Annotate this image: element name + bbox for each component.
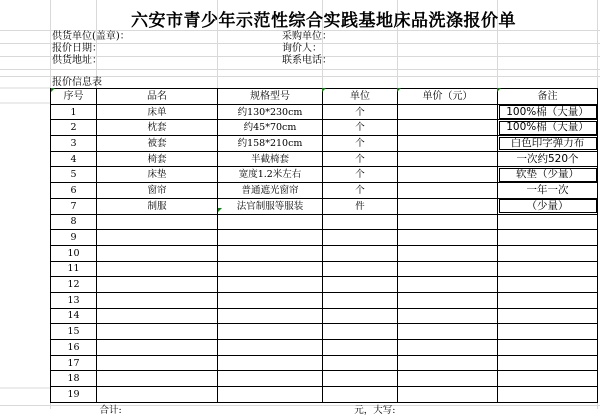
price-table: [50, 88, 598, 417]
note-cell[interactable]: [498, 387, 598, 403]
contact-phone-field[interactable]: 联系电话：: [282, 55, 332, 66]
item-name-cell[interactable]: 床单: [97, 104, 218, 120]
cell-marker-icon: [51, 88, 55, 92]
row-number-cell[interactable]: 2: [51, 120, 97, 136]
item-name-cell[interactable]: [97, 245, 218, 261]
table-row: [51, 261, 598, 277]
note-cell[interactable]: [498, 324, 598, 340]
spec-cell[interactable]: 普通遮光窗帘: [218, 183, 323, 199]
row-number-cell[interactable]: 4: [51, 151, 97, 167]
row-number-cell[interactable]: 8: [51, 214, 97, 230]
cell-marker-icon: [322, 88, 326, 92]
row-number-cell[interactable]: 10: [51, 245, 97, 261]
unit-cell[interactable]: 个: [323, 183, 398, 199]
unit-cell[interactable]: 个: [323, 167, 398, 183]
note-cell[interactable]: [498, 261, 598, 277]
spec-cell[interactable]: [218, 261, 323, 277]
item-name-cell[interactable]: 椅套: [97, 151, 218, 167]
spec-cell[interactable]: [218, 214, 323, 230]
unit-price-cell[interactable]: [398, 214, 498, 230]
table-row: [51, 292, 598, 308]
unit-cell[interactable]: [323, 308, 398, 324]
table-row: [51, 340, 598, 356]
note-cell[interactable]: 100%棉（大量）: [498, 104, 598, 120]
unit-price-cell[interactable]: [398, 387, 498, 403]
unit-cell[interactable]: [323, 292, 398, 308]
spec-cell[interactable]: [218, 355, 323, 371]
unit-price-cell[interactable]: [398, 324, 498, 340]
table-row: [51, 308, 598, 324]
item-name-cell[interactable]: [97, 324, 218, 340]
note-cell[interactable]: [498, 340, 598, 356]
note-cell[interactable]: 一次约520个: [498, 151, 598, 167]
column-header-unit: 单位: [323, 89, 398, 105]
inquirer-field[interactable]: 询价人：: [282, 43, 322, 54]
note-cell[interactable]: 100%棉（大量）: [498, 120, 598, 136]
table-row: [51, 120, 598, 136]
item-name-cell[interactable]: [97, 230, 218, 246]
item-name-cell[interactable]: 窗帘: [97, 183, 218, 199]
cell-marker-icon: [397, 88, 401, 92]
unit-price-cell[interactable]: [398, 277, 498, 293]
unit-cell[interactable]: [323, 245, 398, 261]
section-label: 报价信息表: [52, 77, 102, 88]
row-number-cell[interactable]: 15: [51, 324, 97, 340]
spec-cell[interactable]: [218, 245, 323, 261]
item-name-cell[interactable]: 床垫: [97, 167, 218, 183]
table-row: [51, 214, 598, 230]
item-name-cell[interactable]: [97, 214, 218, 230]
unit-price-cell[interactable]: [398, 120, 498, 136]
unit-cell[interactable]: 个: [323, 104, 398, 120]
note-cell[interactable]: （少量）: [498, 198, 598, 214]
spec-cell[interactable]: [218, 371, 323, 387]
unit-price-cell[interactable]: [398, 167, 498, 183]
table-row: [51, 277, 598, 293]
note-cell[interactable]: [498, 371, 598, 387]
row-number-cell[interactable]: 11: [51, 261, 97, 277]
note-cell[interactable]: [498, 214, 598, 230]
row-number-cell[interactable]: 12: [51, 277, 97, 293]
table-footer-row: [51, 402, 598, 417]
table-row: [51, 104, 598, 120]
spec-cell[interactable]: [218, 230, 323, 246]
row-number-cell[interactable]: 1: [51, 104, 97, 120]
spec-cell[interactable]: [218, 292, 323, 308]
unit-price-cell[interactable]: [398, 104, 498, 120]
spec-cell[interactable]: [218, 324, 323, 340]
note-cell[interactable]: [498, 230, 598, 246]
unit-price-cell[interactable]: [398, 355, 498, 371]
table-row: [51, 387, 598, 403]
unit-cell[interactable]: [323, 340, 398, 356]
table-row: [51, 183, 598, 199]
unit-price-cell[interactable]: [398, 261, 498, 277]
spec-cell[interactable]: [218, 277, 323, 293]
note-cell[interactable]: [498, 245, 598, 261]
table-row: [51, 230, 598, 246]
unit-cell[interactable]: [323, 371, 398, 387]
cell-marker-icon: [218, 208, 222, 212]
unit-cell[interactable]: 个: [323, 120, 398, 136]
item-name-cell[interactable]: 被套: [97, 136, 218, 152]
spec-cell[interactable]: 约45*70cm: [218, 120, 323, 136]
row-number-cell[interactable]: 19: [51, 387, 97, 403]
unit-price-cell[interactable]: [398, 198, 498, 214]
unit-price-cell[interactable]: [398, 230, 498, 246]
purchaser-field[interactable]: 采购单位：: [282, 31, 332, 42]
spec-cell[interactable]: [218, 387, 323, 403]
item-name-cell[interactable]: [97, 387, 218, 403]
table-row: [51, 151, 598, 167]
item-name-cell[interactable]: [97, 261, 218, 277]
note-cell[interactable]: [498, 292, 598, 308]
amount-label: 元，大写:: [354, 404, 396, 416]
note-cell[interactable]: 软垫（少量）: [498, 167, 598, 183]
unit-cell[interactable]: [323, 324, 398, 340]
supplier-field[interactable]: 供货单位(盖章)：: [52, 31, 130, 42]
item-name-cell[interactable]: [97, 371, 218, 387]
note-cell[interactable]: [498, 277, 598, 293]
cell-marker-icon: [497, 88, 501, 92]
unit-price-cell[interactable]: [398, 340, 498, 356]
spec-cell[interactable]: 约130*230cm: [218, 104, 323, 120]
row-number-cell[interactable]: 13: [51, 292, 97, 308]
total-label: 合计:: [99, 404, 122, 416]
unit-price-cell[interactable]: [398, 292, 498, 308]
supplier-address-field[interactable]: 供货地址：: [52, 55, 102, 66]
spec-cell[interactable]: 宽度1.2米左右: [218, 167, 323, 183]
item-name-cell[interactable]: [97, 308, 218, 324]
note-cell[interactable]: [498, 308, 598, 324]
row-number-cell[interactable]: 5: [51, 167, 97, 183]
column-header-price: 单价（元）: [398, 89, 498, 105]
column-header-spec: 规格型号: [218, 89, 323, 105]
spec-cell[interactable]: [218, 308, 323, 324]
table-row: [51, 136, 598, 152]
spec-cell[interactable]: 半截椅套: [218, 151, 323, 167]
item-name-cell[interactable]: 制服: [97, 198, 218, 214]
note-cell[interactable]: 白色印字弹力布: [498, 136, 598, 152]
row-number-cell[interactable]: 18: [51, 371, 97, 387]
unit-cell[interactable]: 件: [323, 198, 398, 214]
unit-price-cell[interactable]: [398, 371, 498, 387]
item-name-cell[interactable]: [97, 292, 218, 308]
column-header-note: 备注: [498, 89, 598, 105]
table-row: [51, 198, 598, 214]
row-number-cell[interactable]: 7: [51, 198, 97, 214]
table-row: [51, 355, 598, 371]
item-name-cell[interactable]: [97, 340, 218, 356]
note-cell[interactable]: [498, 355, 598, 371]
unit-price-cell[interactable]: [398, 245, 498, 261]
row-number-cell[interactable]: 16: [51, 340, 97, 356]
unit-price-cell[interactable]: [398, 136, 498, 152]
spec-cell[interactable]: 约158*210cm: [218, 136, 323, 152]
item-name-cell[interactable]: 枕套: [97, 120, 218, 136]
unit-cell[interactable]: [323, 355, 398, 371]
row-number-cell[interactable]: 14: [51, 308, 97, 324]
unit-cell[interactable]: [323, 261, 398, 277]
unit-price-cell[interactable]: [398, 151, 498, 167]
table-row: [51, 245, 598, 261]
quote-date-field[interactable]: 报价日期：: [52, 43, 102, 54]
table-row: [51, 324, 598, 340]
unit-cell[interactable]: 个: [323, 136, 398, 152]
item-name-cell[interactable]: [97, 277, 218, 293]
table-row: [51, 167, 598, 183]
spec-cell[interactable]: 法官制服等服装: [218, 198, 323, 214]
unit-cell[interactable]: [323, 214, 398, 230]
spec-cell[interactable]: [218, 340, 323, 356]
note-cell[interactable]: 一年一次: [498, 183, 598, 199]
row-number-cell[interactable]: 6: [51, 183, 97, 199]
row-number-cell[interactable]: 17: [51, 355, 97, 371]
row-number-cell[interactable]: 9: [51, 230, 97, 246]
unit-price-cell[interactable]: [398, 308, 498, 324]
unit-cell[interactable]: [323, 387, 398, 403]
unit-cell[interactable]: [323, 277, 398, 293]
table-row: [51, 371, 598, 387]
column-header-no: 序号: [51, 89, 97, 105]
column-header-name: 品名: [97, 89, 218, 105]
unit-price-cell[interactable]: [398, 183, 498, 199]
unit-cell[interactable]: 个: [323, 151, 398, 167]
table-body: [51, 104, 598, 402]
item-name-cell[interactable]: [97, 355, 218, 371]
unit-cell[interactable]: [323, 230, 398, 246]
row-number-cell[interactable]: 3: [51, 136, 97, 152]
page-title: 六安市青少年示范性综合实践基地床品洗涤报价单: [131, 11, 516, 31]
